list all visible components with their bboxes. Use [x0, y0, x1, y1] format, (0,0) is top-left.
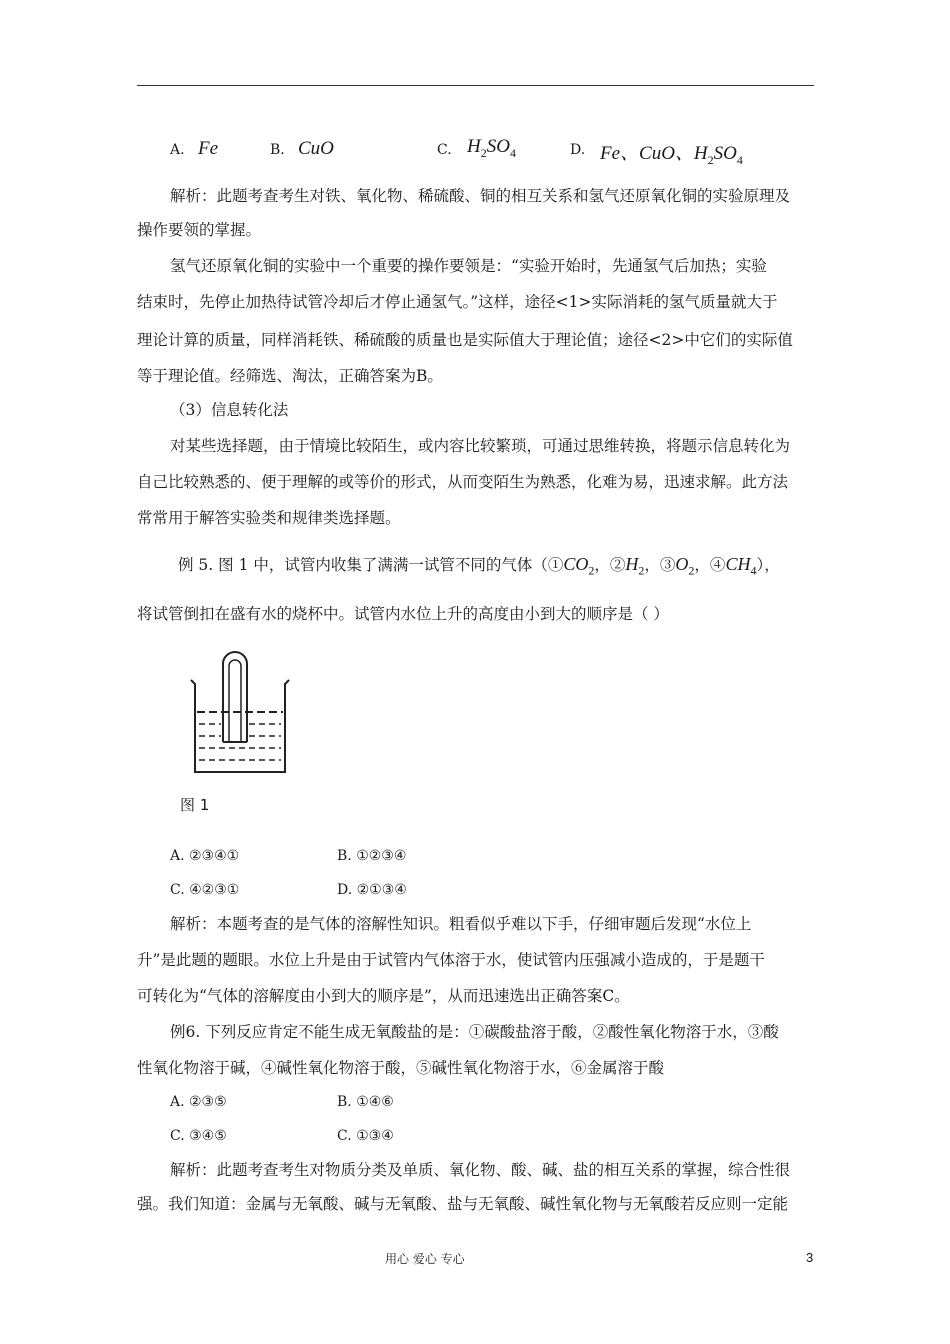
analysis1-line2: 操作要领的掌握。	[137, 221, 262, 239]
option-a-label: A.	[170, 142, 185, 158]
option-d-formula: Fe、CuO、$H_2SO_4$	[600, 143, 743, 167]
example6-option-c: C. ③④⑤	[170, 1128, 227, 1144]
para2-line3: 理论计算的质量，同样消耗铁、稀硫酸的质量也是实际值大于理论值；途径<2>中它们的实际值	[137, 331, 793, 349]
page-footer: 用心 爱心 专心	[385, 1252, 465, 1266]
page-number: 3	[806, 1250, 814, 1265]
para2-line4: 等于理论值。经筛选、淘汰，正确答案为B。	[137, 367, 443, 385]
para3-line3: 常常用于解答实验类和规律类选择题。	[137, 509, 401, 527]
example6-option-a: A. ②③⑤	[170, 1094, 227, 1110]
example6-option-b: B. ①④⑥	[337, 1094, 394, 1110]
analysis1-line1: 解析：此题考查考生对铁、氧化物、稀硫酸、铜的相互关系和氢气还原氧化铜的实验原理及	[170, 187, 791, 205]
analysis5-line1: 解析：本题考查的是气体的溶解性知识。粗看似乎难以下手，仔细审题后发现“水位上	[170, 915, 752, 933]
beaker-test-tube-figure	[185, 640, 295, 780]
analysis5-line2: 升”是此题的题眼。水位上升是由于试管内气体溶于水，使试管内压强减小造成的，于是题干	[137, 951, 765, 969]
para2-line2: 结束时，先停止加热待试管冷却后才停止通氢气。”这样，途径<1>实际消耗的氢气质量就大于	[137, 293, 778, 311]
example5-option-d: D. ②①③④	[337, 882, 407, 898]
option-c-label: C.	[437, 142, 452, 158]
option-d-label: D.	[570, 142, 586, 158]
example5-option-b: B. ①②③④	[337, 848, 407, 864]
figure-caption: 图 1	[180, 796, 210, 814]
para2-line1: 氢气还原氧化铜的实验中一个重要的操作要领是：“实验开始时，先通氢气后加热；实验	[170, 257, 767, 275]
option-c-formula: $H_2SO_4$	[467, 136, 516, 160]
option-b-label: B.	[270, 142, 285, 158]
section3-heading: （3）信息转化法	[170, 401, 289, 419]
para3-line2: 自己比较熟悉的、便于理解的或等价的形式，从而变陌生为熟悉，化难为易，迅速求解。此方法	[137, 473, 789, 491]
example6-line2: 性氧化物溶于碱，④碱性氧化物溶于酸，⑤碱性氧化物溶于水，⑥金属溶于酸	[137, 1059, 665, 1077]
example5-option-a: A. ②③④①	[170, 848, 240, 864]
header-rule	[137, 85, 814, 86]
example5-option-c: C. ④②③①	[170, 882, 240, 898]
example6-option-d: C. ①③④	[337, 1128, 394, 1144]
example6-line1: 例6. 下列反应肯定不能生成无氧酸盐的是：①碳酸盐溶于酸，②酸性氧化物溶于水，③酸	[170, 1023, 779, 1041]
example5-line1: 例 5. 图 1 中，试管内收集了满满一试管不同的气体（$①CO_2$，$②H_2$，$③O_2$，$④CH_4$），	[178, 554, 780, 578]
option-a-formula: Fe	[198, 138, 219, 159]
example5-line2: 将试管倒扣在盛有水的烧杯中。试管内水位上升的高度由小到大的顺序是（ ）	[137, 605, 669, 623]
analysis5-line3: 可转化为“气体的溶解度由小到大的顺序是”，从而迅速选出正确答案C。	[137, 987, 630, 1005]
para3-line1: 对某些选择题，由于情境比较陌生，或内容比较繁琐，可通过思维转换，将题示信息转化为	[170, 437, 791, 455]
option-b-formula: CuO	[298, 138, 334, 159]
analysis6-line2: 强。我们知道：金属与无氧酸、碱与无氧酸、盐与无氧酸、碱性氧化物与无氧酸若反应则一定能	[137, 1195, 789, 1213]
analysis6-line1: 解析：此题考查考生对物质分类及单质、氧化物、酸、碱、盐的相互关系的掌握，综合性很	[170, 1161, 791, 1179]
